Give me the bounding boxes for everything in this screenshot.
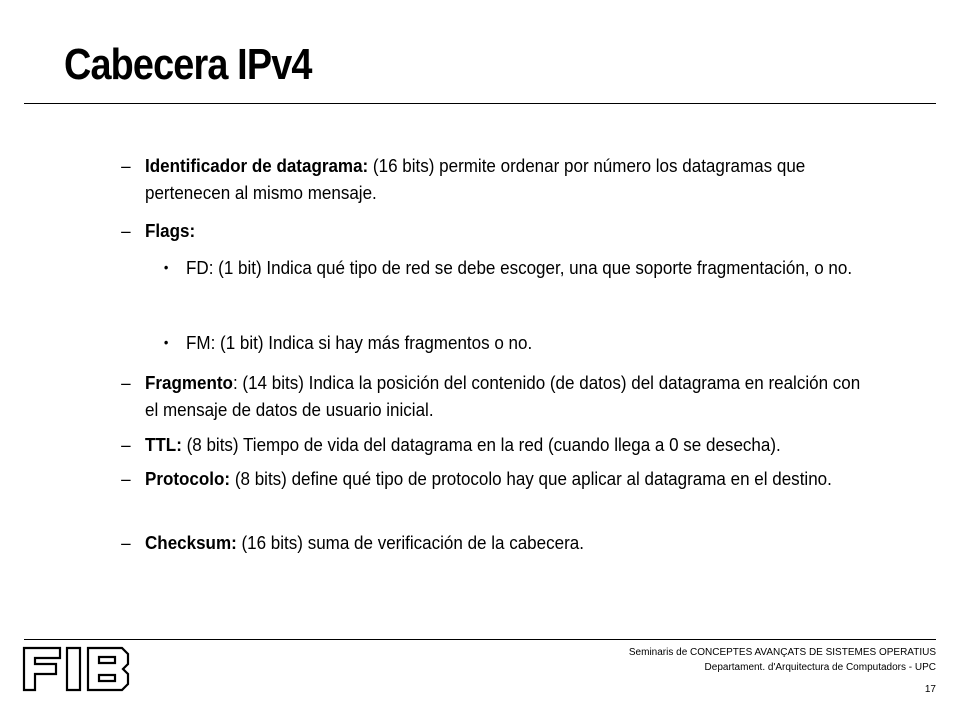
bullet-term: Protocolo: [145, 468, 231, 489]
subbullet-text: FD: (1 bit) Indica qué tipo de red se debe escoger, una que soporte fragmentación, o no. [186, 257, 853, 278]
fib-logo [22, 646, 132, 692]
bullet-term: TTL: [145, 434, 182, 455]
bullet-text: (8 bits) define qué tipo de protocolo hay que aplicar al datagrama en el destino. [230, 468, 832, 489]
subbullet-text: FM: (1 bit) Indica si hay más fragmentos o no. [186, 332, 533, 353]
page-number: 17 [924, 684, 936, 695]
bullet-marker: – [121, 532, 131, 553]
subbullet-fd [163, 249, 867, 287]
bullet-identificador [121, 152, 863, 206]
bullet-text: (16 bits) permite ordenar por número los datagramas que pertenecen al mismo mensaje. [145, 155, 806, 203]
subbullet-marker: • [163, 259, 169, 275]
bullet-term: Fragmento [145, 372, 233, 393]
bullet-ttl [121, 431, 863, 458]
subbullet-marker: • [163, 334, 169, 350]
bullet-checksum [121, 529, 863, 556]
subbullet-fm [163, 324, 867, 362]
bullet-flags [121, 217, 863, 244]
slide-title: Cabecera IPv4 [64, 40, 312, 89]
footer-department-line: Departament. d'Arquitectura de Computadors - UPC [704, 662, 936, 673]
footer-seminar-line: Seminaris de CONCEPTES AVANÇATS DE SISTEMES OPERATIUS [628, 647, 936, 658]
bullet-term: Checksum: [145, 532, 237, 553]
bullet-term: Flags: [145, 220, 196, 241]
bullet-text: (8 bits) Tiempo de vida del datagrama en la red (cuando llega a 0 se desecha). [181, 434, 781, 455]
bullet-fragmento [121, 369, 863, 423]
bullet-marker: – [121, 434, 131, 455]
bullet-term: Identificador de datagrama: [145, 155, 369, 176]
bullet-marker: – [121, 155, 131, 176]
bullet-marker: – [121, 468, 131, 489]
footer-divider [24, 639, 936, 640]
bullet-text: (16 bits) suma de verificación de la cabecera. [236, 532, 584, 553]
bullet-marker: – [121, 372, 131, 393]
bullet-protocolo [121, 465, 863, 492]
bullet-marker: – [121, 220, 131, 241]
bullet-text: : (14 bits) Indica la posición del contenido (de datos) del datagrama en realción con el mensaje de datos de usuario inicial. [145, 372, 861, 420]
